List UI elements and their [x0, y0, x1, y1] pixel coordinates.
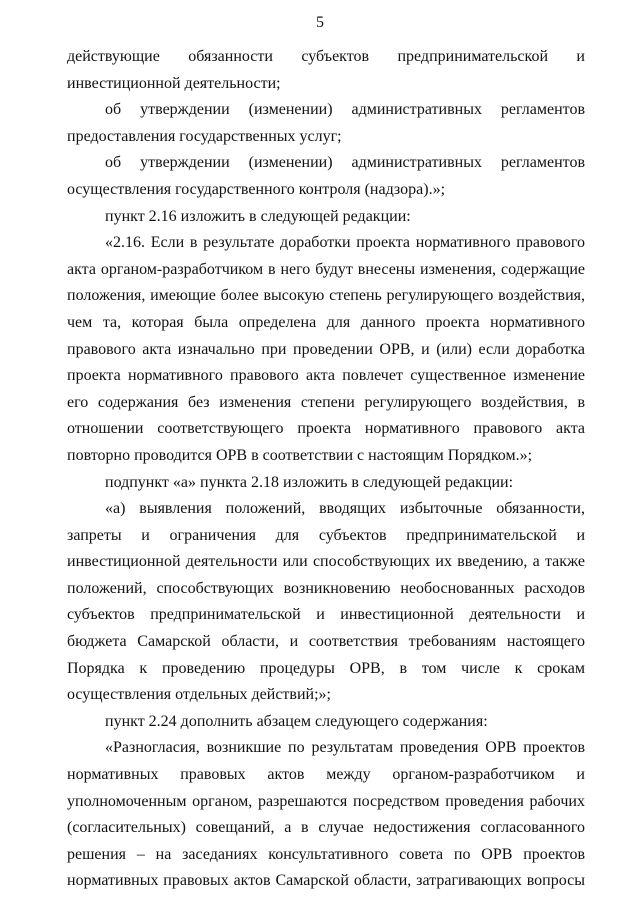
paragraph: подпункт «а» пункта 2.18 изложить в следующей редакции: [105, 473, 514, 491]
paragraph: об утверждении (изменении) административных регламентов предоставления государственных услуг; [67, 101, 585, 145]
paragraph: действующие обязанности субъектов предпринимательской и инвестиционной деятельности; [67, 48, 585, 92]
paragraph: «Разногласия, возникшие по результатам проведения ОРВ проектов нормативных правовых актов между органом-разработчиком и уполномоченным органом, разрешаются посредством проведения рабочих (согласительных) совещаний, а в случае недостижения согласованного решения – на заседаниях консультативного совета по ОРВ проектов нормативных правовых актов Самарской области, затрагивающих вопросы [67, 739, 585, 890]
paragraph: «а) выявления положений, вводящих избыточные обязанности, запреты и ограничения для субъектов предпринимательской и инвестиционной деятельности или способствующих их введению, а также положений, способствующих возникновению необоснованных расходов субъектов предпринимательской и инвестиционной деятельности и бюджета Самарской области, и соответствия требованиям настоящего Порядка к проведению процедуры ОРВ, в том числе к срокам осуществления отдельных действий;»; [67, 500, 585, 704]
document-body [67, 44, 585, 895]
paragraph: «2.16. Если в результате доработки проекта нормативного правового акта органом-разработчиком в него будут внесены изменения, содержащие положения, имеющие более высокую степень регулирующего воздействия, чем та, которая была определена для данного проекта нормативного правового акта изначально при проведении ОРВ, и (или) если доработка проекта нормативного правового акта повлечет существенное изменение его содержания без изменения степени регулирующего воздействия, в отношении соответствующего проекта нормативного правового акта повторно проводится ОРВ в соответствии с настоящим Порядком.»; [67, 234, 585, 464]
paragraph: пункт 2.16 изложить в следующей редакции: [105, 207, 411, 225]
page-number: 5 [316, 14, 324, 31]
paragraph: об утверждении (изменении) административных регламентов осуществления государственного контроля (надзора).»; [67, 154, 585, 198]
paragraph: пункт 2.24 дополнить абзацем следующего содержания: [105, 712, 488, 730]
